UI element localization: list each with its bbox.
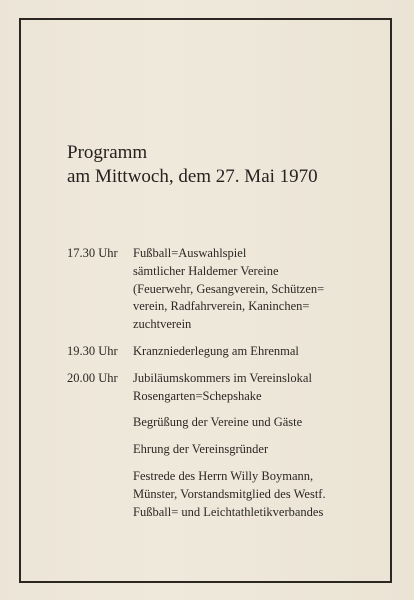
schedule-item-line: Rosengarten=Schepshake: [133, 388, 262, 403]
schedule-entry: [67, 370, 387, 531]
schedule-time: 17.30 Uhr: [67, 246, 118, 260]
schedule-item-line: Jubiläumskommers im Vereinslokal: [133, 370, 312, 385]
schedule-item-line: sämtlicher Haldemer Vereine: [133, 263, 279, 278]
schedule-item-line: Begrüßung der Vereine und Gäste: [133, 415, 303, 430]
schedule-item-line: Festrede des Herrn Willy Boymann,: [133, 468, 314, 483]
schedule-item: [133, 468, 387, 521]
schedule-item: [133, 343, 387, 361]
schedule-items: [133, 370, 387, 531]
schedule-items: [133, 245, 387, 343]
title-line-2: am Mittwoch, dem 27. Mai 1970: [67, 166, 318, 187]
schedule-time: 20.00 Uhr: [67, 370, 118, 385]
schedule-item-line: Fußball=Auswahlspiel: [133, 246, 247, 260]
schedule-item-line: verein, Radfahrverein, Kaninchen=: [133, 299, 310, 314]
schedule-entry: [67, 343, 387, 370]
schedule-item-line: Kranzniederlegung am Ehrenmal: [133, 343, 299, 358]
schedule-entry: [67, 245, 387, 343]
schedule-items: [133, 343, 387, 370]
schedule-item: [133, 414, 387, 432]
schedule-item-line: Münster, Vorstandsmitglied des Westf.: [133, 486, 326, 501]
schedule-item: [133, 441, 387, 459]
schedule-time: 19.30 Uhr: [67, 343, 118, 358]
title-line-1: Programm: [67, 142, 148, 163]
schedule-item-line: (Feuerwehr, Gesangverein, Schützen=: [133, 281, 325, 296]
schedule-item: [133, 370, 387, 406]
schedule-item: [133, 245, 387, 334]
schedule-item-line: Fußball= und Leichtathletikverbandes: [133, 504, 324, 519]
program-schedule: [67, 245, 387, 530]
schedule-item-line: zuchtverein: [133, 317, 192, 332]
page-title: [67, 141, 318, 189]
schedule-item-line: Ehrung der Vereinsgründer: [133, 442, 269, 457]
